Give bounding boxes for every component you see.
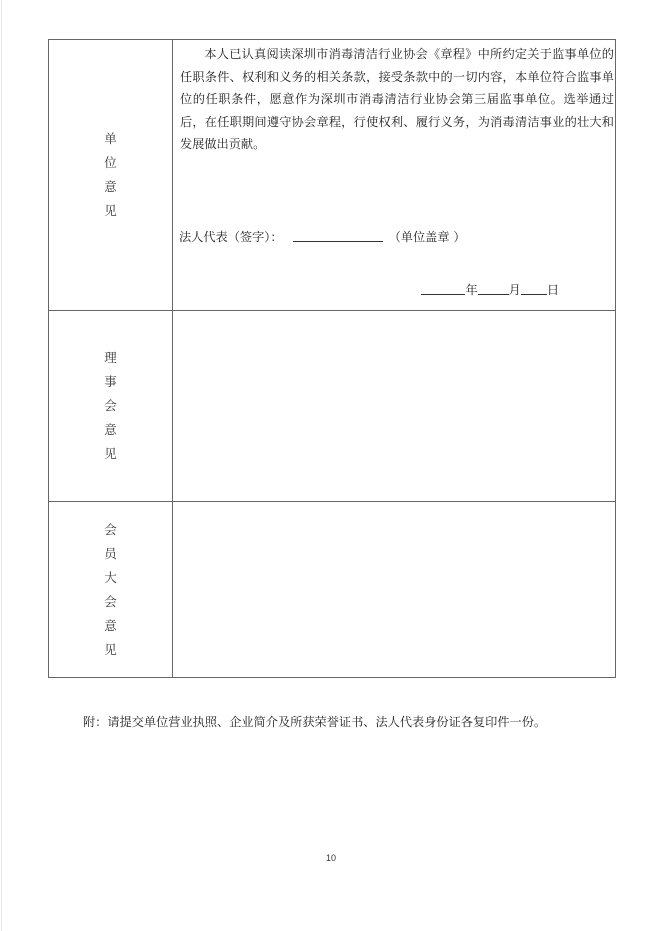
seal-label: （单位盖章 ） <box>388 230 466 244</box>
unit-opinion-content-cell <box>173 40 616 311</box>
signature-blank[interactable] <box>293 229 383 242</box>
label-char: 会 <box>104 398 117 413</box>
label-char: 见 <box>104 446 117 461</box>
opinion-form-table <box>48 39 616 678</box>
year-label: 年 <box>465 283 478 297</box>
label-char: 大 <box>104 569 117 585</box>
assembly-opinion-input-cell[interactable] <box>173 502 616 678</box>
label-char: 会 <box>104 521 117 537</box>
commitment-paragraph: 本人已认真阅读深圳市消毒清洁行业协会《章程》中所约定关于监事单位的任职条件、权利和义务的相关条款，接受条款中的一切内容，本单位符合监事单位的任职条件，愿意作为深圳市消毒清洁行业协会第三届监事单位。选举通过后，在任职期间遵守协会章程，行使权利、履行义务，为消毒清洁事业的壮大和发展做出贡献。 <box>180 47 614 151</box>
council-opinion-row <box>49 311 616 502</box>
signature-label: 法人代表（签字）： <box>179 230 283 244</box>
unit-opinion-label-cell <box>49 40 173 311</box>
unit-opinion-row <box>49 40 616 311</box>
label-char: 理 <box>104 350 117 365</box>
label-char: 会 <box>104 593 117 609</box>
council-opinion-input-cell[interactable] <box>173 311 616 502</box>
council-opinion-label-cell <box>49 311 173 502</box>
month-blank[interactable] <box>478 282 509 295</box>
page-number: 10 <box>325 853 336 863</box>
label-char: 见 <box>104 641 117 657</box>
label-char: 意 <box>104 422 117 437</box>
assembly-opinion-label-cell <box>49 502 173 678</box>
label-char: 意 <box>104 179 117 194</box>
attachment-note: 附：请提交单位营业执照、企业简介及所获荣誉证书、法人代表身份证各复印件一份。 <box>83 715 547 729</box>
day-blank[interactable] <box>521 282 547 295</box>
month-label: 月 <box>508 283 521 297</box>
label-char: 事 <box>104 374 117 389</box>
page-edge <box>1 0 2 931</box>
council-opinion-label <box>104 346 117 466</box>
signature-line <box>179 228 466 245</box>
label-char: 位 <box>104 155 117 170</box>
assembly-opinion-row <box>49 502 616 678</box>
year-blank[interactable] <box>421 282 465 295</box>
date-line <box>421 281 559 298</box>
label-char: 见 <box>104 203 117 218</box>
label-char: 意 <box>104 617 117 633</box>
unit-opinion-label <box>104 127 117 223</box>
assembly-opinion-label <box>104 518 117 662</box>
label-char: 员 <box>104 545 117 561</box>
day-label: 日 <box>546 283 559 297</box>
label-char: 单 <box>104 131 117 146</box>
